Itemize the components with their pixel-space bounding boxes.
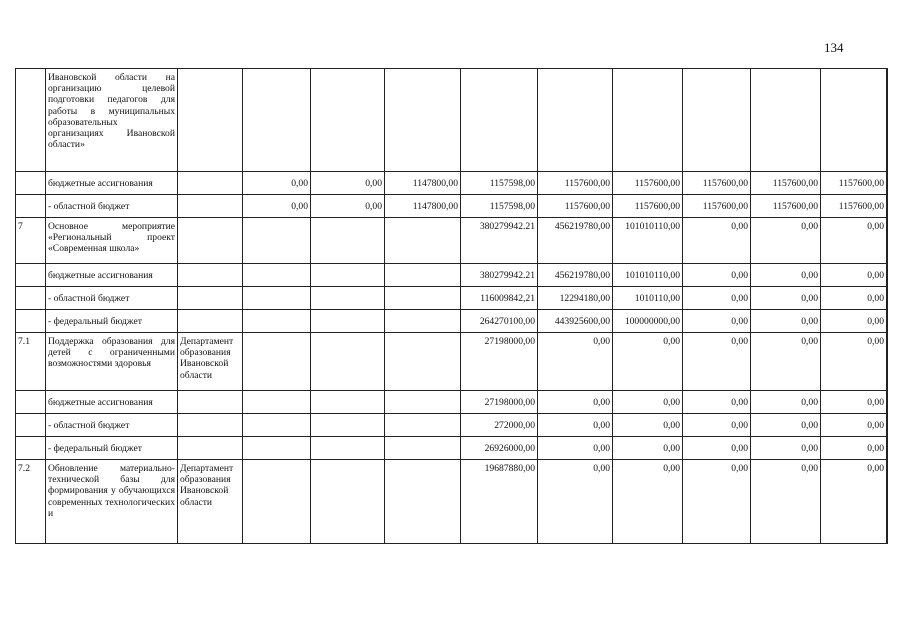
amount-cell [243, 414, 311, 437]
amount-cell [311, 437, 385, 460]
federal-budget-row [16, 437, 888, 460]
amount-cell [751, 69, 821, 172]
amount-cell: 0,00 [683, 310, 751, 333]
amount-cell [311, 287, 385, 310]
amount-cell [311, 264, 385, 287]
amount-cell: 0,00 [751, 460, 821, 544]
amount-cell: 1157600,00 [751, 195, 821, 218]
executor-cell [178, 218, 243, 264]
amount-cell [385, 437, 461, 460]
amount-cell [311, 391, 385, 414]
amount-cell [243, 460, 311, 544]
amount-cell [887, 287, 888, 310]
amount-cell [887, 391, 888, 414]
amount-cell: 0,00 [751, 264, 821, 287]
amount-cell: 1157600,00 [683, 172, 751, 195]
amount-cell: 0,00 [538, 437, 613, 460]
amount-cell: 0,00 [243, 195, 311, 218]
description-cell: - областной бюджет [46, 287, 178, 310]
amount-cell: 0,00 [751, 287, 821, 310]
amount-cell [243, 391, 311, 414]
row-number-cell [16, 391, 46, 414]
amount-cell [385, 69, 461, 172]
amount-cell: 380279942.21 [461, 264, 538, 287]
row-number-cell [16, 310, 46, 333]
amount-cell: 1157600,00 [538, 172, 613, 195]
amount-cell: 0,00 [538, 391, 613, 414]
amount-cell: 0,00 [821, 310, 887, 333]
row-number-cell [16, 287, 46, 310]
amount-cell: 27198000,00 [461, 391, 538, 414]
amount-cell: 0,00 [538, 333, 613, 391]
activity-7-row [16, 218, 888, 264]
executor-cell [178, 264, 243, 287]
amount-cell: 0,00 [243, 172, 311, 195]
row-number-cell [16, 69, 46, 172]
amount-cell: 0,00 [613, 333, 683, 391]
amount-cell: 1157600,00 [821, 195, 887, 218]
amount-cell [243, 69, 311, 172]
amount-cell [613, 69, 683, 172]
amount-cell [311, 460, 385, 544]
amount-cell [385, 333, 461, 391]
amount-cell [385, 310, 461, 333]
amount-cell: 1157600,00 [683, 195, 751, 218]
amount-cell: 0,00 [683, 333, 751, 391]
amount-cell: 0,00 [821, 437, 887, 460]
description-cell: Поддержка образования для детей с ограниченными возможностями здоровья [46, 333, 178, 391]
amount-cell [385, 218, 461, 264]
executor-cell [178, 391, 243, 414]
page-number: 134 [824, 40, 844, 55]
row-number-cell [16, 172, 46, 195]
amount-cell [385, 264, 461, 287]
amount-cell: 27198000,00 [461, 333, 538, 391]
description-cell: Основное мероприятие «Региональный проект «Современная школа» [46, 218, 178, 264]
amount-cell: 0,00 [821, 333, 887, 391]
amount-cell: 100000000,00 [613, 310, 683, 333]
amount-cell: 0,00 [683, 391, 751, 414]
amount-cell: 26926000,00 [461, 437, 538, 460]
executor-cell [178, 69, 243, 172]
amount-cell: 0,00 [821, 414, 887, 437]
amount-cell [887, 437, 888, 460]
description-cell: - областной бюджет [46, 195, 178, 218]
amount-cell: 101010110,00 [613, 264, 683, 287]
amount-cell [311, 310, 385, 333]
amount-cell [887, 310, 888, 333]
amount-cell: 264270100,00 [461, 310, 538, 333]
executor-cell [178, 172, 243, 195]
budget-table-body [16, 69, 888, 544]
amount-cell [461, 69, 538, 172]
amount-cell [243, 437, 311, 460]
description-cell: - федеральный бюджет [46, 310, 178, 333]
budget-table [15, 68, 888, 544]
amount-cell: 0,00 [751, 414, 821, 437]
amount-cell: 0,00 [683, 437, 751, 460]
amount-cell [243, 218, 311, 264]
amount-cell [311, 69, 385, 172]
amount-cell: 0,00 [683, 414, 751, 437]
regional-budget-row [16, 414, 888, 437]
amount-cell: 0,00 [821, 460, 887, 544]
amount-cell [538, 69, 613, 172]
row-number-cell [16, 414, 46, 437]
amount-cell: 1157600,00 [821, 172, 887, 195]
amount-cell: 0,00 [751, 310, 821, 333]
amount-cell [887, 333, 888, 391]
budget-allocations-row [16, 391, 888, 414]
amount-cell: 0,00 [751, 333, 821, 391]
amount-cell: 1157600,00 [613, 195, 683, 218]
amount-cell: 116009842,21 [461, 287, 538, 310]
executor-cell [178, 195, 243, 218]
amount-cell [887, 218, 888, 264]
row-number-cell [16, 195, 46, 218]
amount-cell [887, 264, 888, 287]
amount-cell [887, 69, 888, 172]
amount-cell: 1157600,00 [538, 195, 613, 218]
description-cell: бюджетные ассигнования [46, 391, 178, 414]
amount-cell [243, 287, 311, 310]
amount-cell [311, 414, 385, 437]
amount-cell: 0,00 [311, 195, 385, 218]
amount-cell [887, 195, 888, 218]
amount-cell: 0,00 [613, 414, 683, 437]
amount-cell [385, 460, 461, 544]
amount-cell: 0,00 [538, 414, 613, 437]
amount-cell: 0,00 [683, 264, 751, 287]
row-number-cell: 7.2 [16, 460, 46, 544]
amount-cell: 0,00 [821, 287, 887, 310]
amount-cell: 1010110,00 [613, 287, 683, 310]
executor-cell [178, 310, 243, 333]
amount-cell [243, 310, 311, 333]
budget-allocations-row [16, 172, 888, 195]
row-number-cell [16, 437, 46, 460]
activity-7-1-row [16, 333, 888, 391]
amount-cell [243, 264, 311, 287]
amount-cell: 0,00 [751, 218, 821, 264]
amount-cell: 0,00 [613, 391, 683, 414]
amount-cell: 1157598,00 [461, 172, 538, 195]
description-cell: бюджетные ассигнования [46, 172, 178, 195]
amount-cell: 0,00 [751, 437, 821, 460]
description-cell: Ивановской области на организацию целевой подготовки педагогов для работы в муниципальных образовательных организациях Ивановской области» [46, 69, 178, 172]
amount-cell [385, 414, 461, 437]
row-number-cell: 7.1 [16, 333, 46, 391]
amount-cell [683, 69, 751, 172]
activity-7-2-row [16, 460, 888, 544]
federal-budget-row [16, 310, 888, 333]
amount-cell [887, 172, 888, 195]
amount-cell: 443925600,00 [538, 310, 613, 333]
amount-cell: 101010110,00 [613, 218, 683, 264]
amount-cell: 0,00 [821, 264, 887, 287]
regional-budget-row [16, 195, 888, 218]
regional-budget-row [16, 287, 888, 310]
amount-cell: 0,00 [683, 460, 751, 544]
amount-cell [311, 333, 385, 391]
amount-cell: 12294180,00 [538, 287, 613, 310]
amount-cell [385, 287, 461, 310]
amount-cell: 19687880,00 [461, 460, 538, 544]
amount-cell: 0,00 [311, 172, 385, 195]
budget-allocations-row [16, 264, 888, 287]
amount-cell [243, 333, 311, 391]
amount-cell: 456219780,00 [538, 218, 613, 264]
amount-cell: 272000,00 [461, 414, 538, 437]
amount-cell: 0,00 [683, 218, 751, 264]
amount-cell [821, 69, 887, 172]
description-cell: Обновление материально-технической базы для формирования у обучающихся современных технологических и [46, 460, 178, 544]
amount-cell: 1157600,00 [751, 172, 821, 195]
description-cell: бюджетные ассигнования [46, 264, 178, 287]
amount-cell: 456219780,00 [538, 264, 613, 287]
executor-cell [178, 287, 243, 310]
amount-cell: 0,00 [821, 391, 887, 414]
description-cell: - федеральный бюджет [46, 437, 178, 460]
amount-cell: 1157598,00 [461, 195, 538, 218]
amount-cell: 0,00 [613, 460, 683, 544]
row-number-cell: 7 [16, 218, 46, 264]
description-cell: - областной бюджет [46, 414, 178, 437]
continued-row [16, 69, 888, 172]
amount-cell: 0,00 [821, 218, 887, 264]
amount-cell: 1147800,00 [385, 195, 461, 218]
amount-cell [311, 218, 385, 264]
amount-cell [385, 391, 461, 414]
executor-cell [178, 414, 243, 437]
amount-cell: 0,00 [613, 437, 683, 460]
amount-cell: 1147800,00 [385, 172, 461, 195]
amount-cell: 380279942.21 [461, 218, 538, 264]
amount-cell: 0,00 [538, 460, 613, 544]
amount-cell: 0,00 [683, 287, 751, 310]
executor-cell [178, 437, 243, 460]
row-number-cell [16, 264, 46, 287]
amount-cell: 1157600,00 [613, 172, 683, 195]
executor-cell: Департамент образования Ивановской области [178, 460, 243, 544]
executor-cell: Департамент образования Ивановской области [178, 333, 243, 391]
amount-cell [887, 460, 888, 544]
amount-cell [887, 414, 888, 437]
amount-cell: 0,00 [751, 391, 821, 414]
